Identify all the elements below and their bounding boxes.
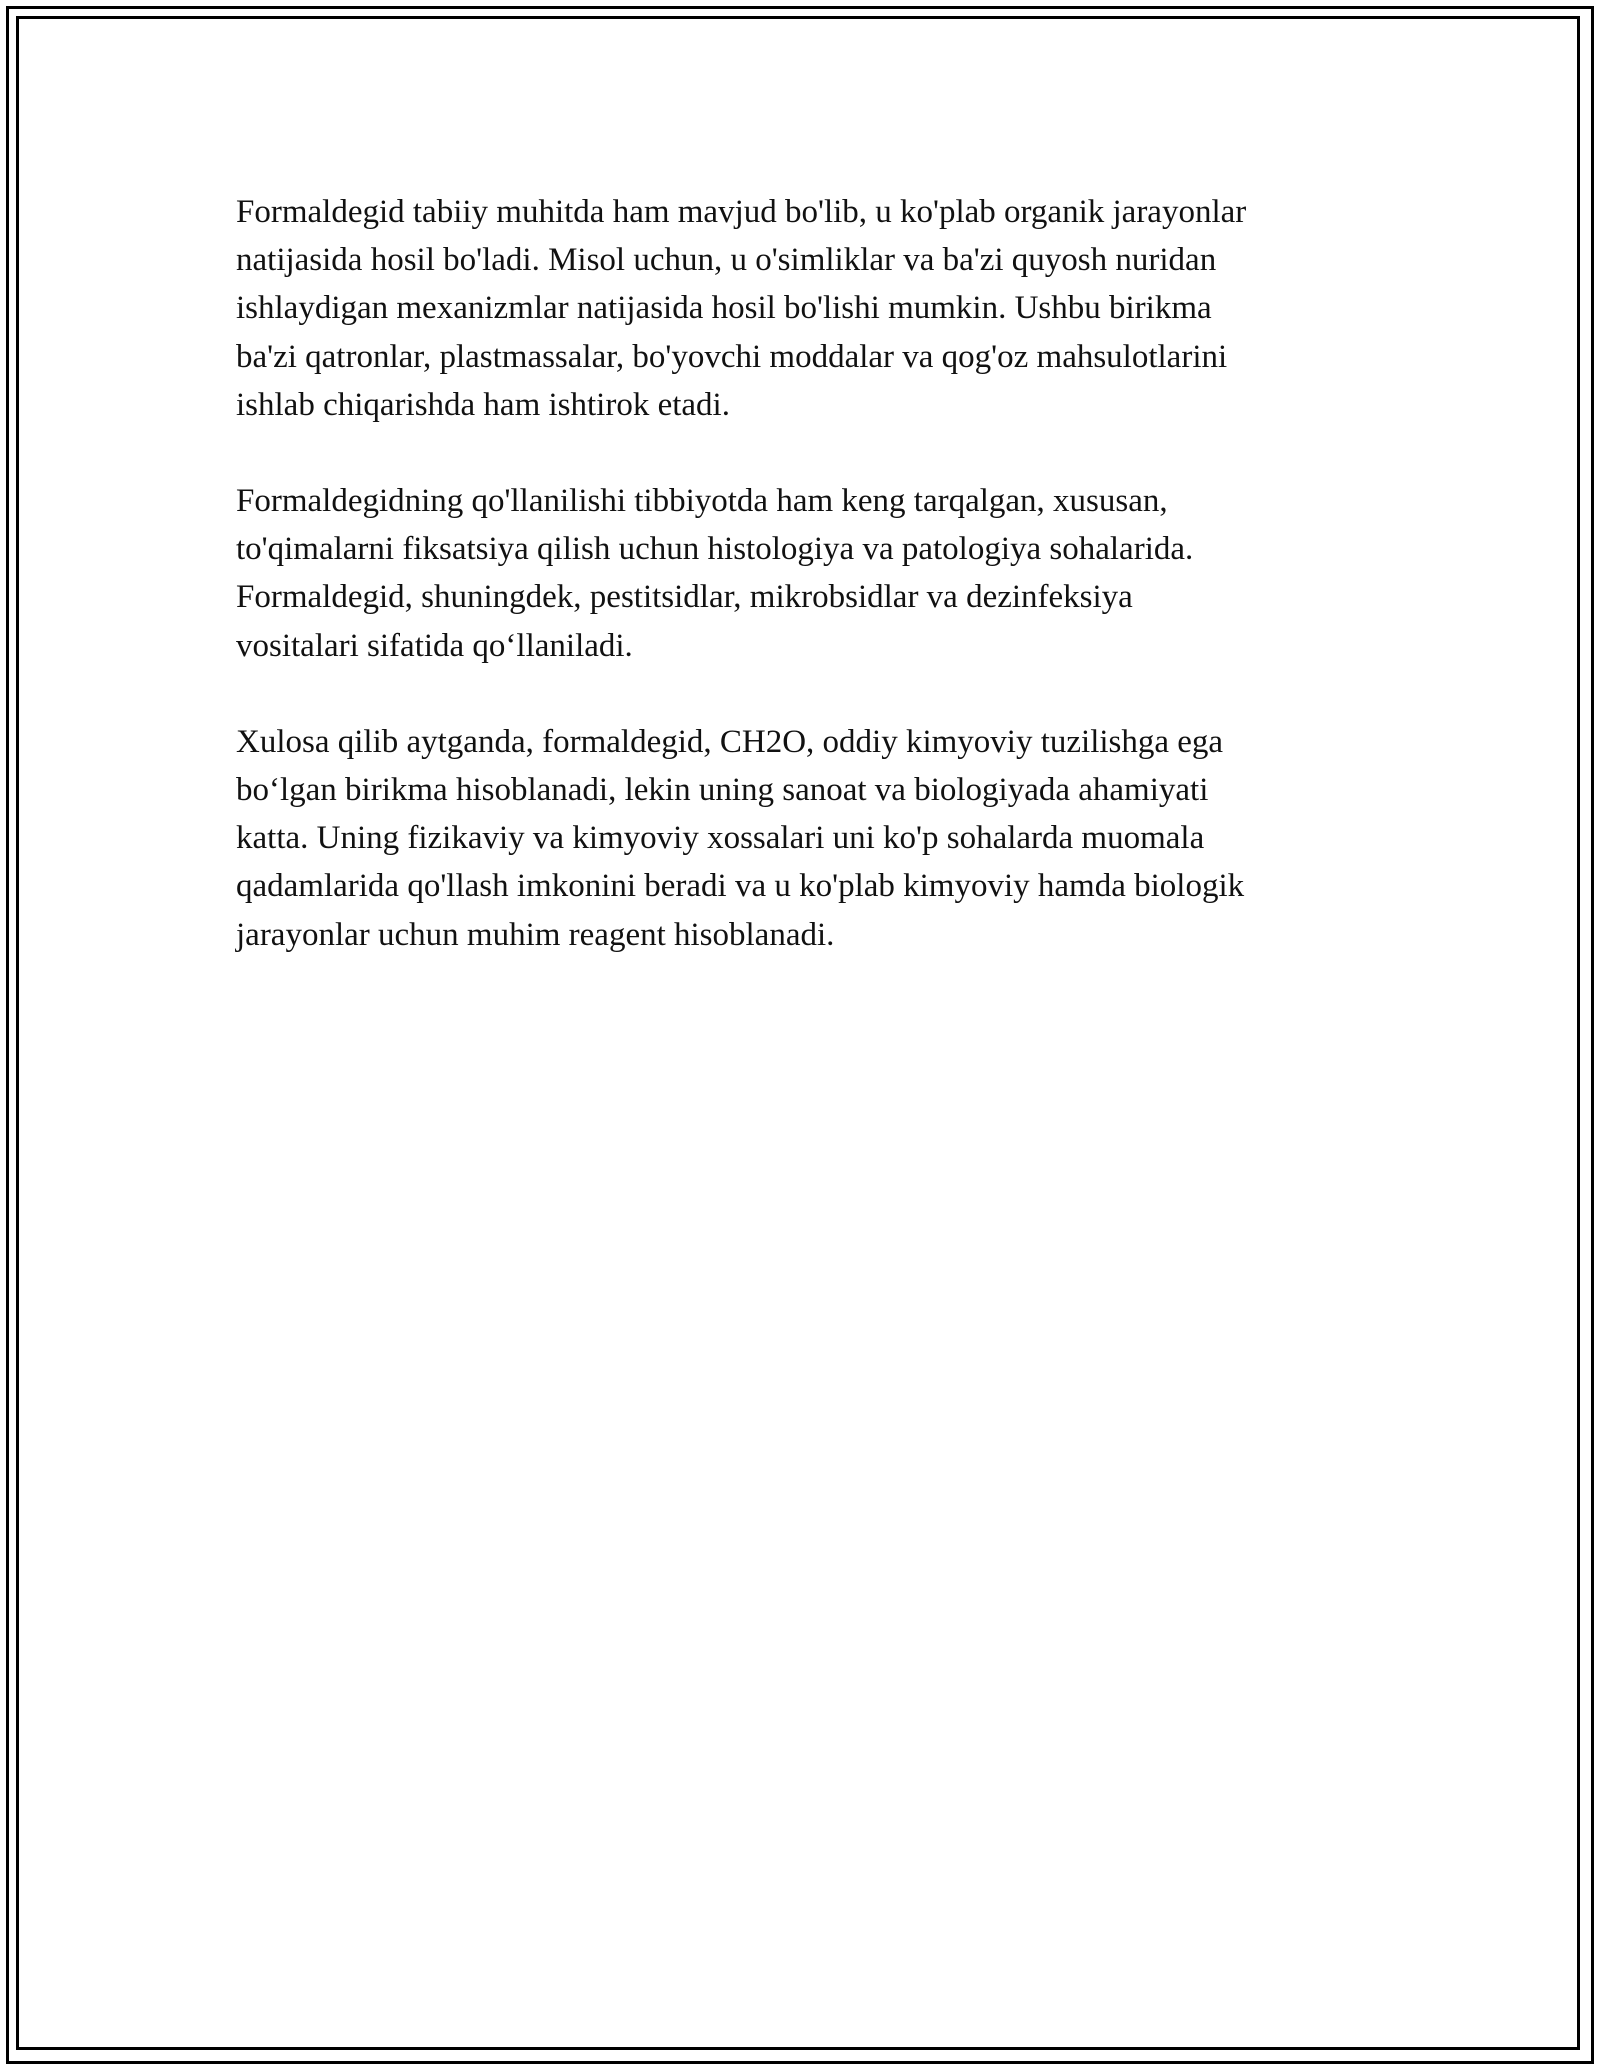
- paragraph-2: [236, 477, 1376, 670]
- paragraph-line: natijasida hosil bo'ladi. Misol uchun, u o'simliklar va ba'zi quyosh nuridan: [236, 242, 1217, 279]
- paragraph-3: [236, 718, 1376, 959]
- paragraph-line: Formaldegid, shuningdek, pestitsidlar, mikrobsidlar va dezinfeksiya: [236, 579, 1133, 616]
- paragraph-line: bo‘lgan birikma hisoblanadi, lekin uning sanoat va biologiyada ahamiyati: [236, 772, 1209, 809]
- paragraph-line: qadamlarida qo'llash imkonini beradi va u ko'plab kimyoviy hamda biologik: [236, 868, 1245, 905]
- paragraph-line: katta. Uning fizikaviy va kimyoviy xossalari uni ko'p sohalarda muomala: [236, 820, 1205, 857]
- paragraph-line: to'qimalarni fiksatsiya qilish uchun histologiya va patologiya sohalarida.: [236, 531, 1194, 568]
- document-body: [236, 188, 1376, 1007]
- paragraph-line: vositalari sifatida qo‘llaniladi.: [236, 627, 633, 664]
- paragraph-1: [236, 188, 1376, 429]
- paragraph-line: Formaldegidning qo'llanilishi tibbiyotda ham keng tarqalgan, xususan,: [236, 483, 1168, 520]
- paragraph-line: jarayonlar uchun muhim reagent hisoblanadi.: [236, 916, 835, 953]
- paragraph-line: Formaldegid tabiiy muhitda ham mavjud bo'lib, u ko'plab organik jarayonlar: [236, 194, 1247, 230]
- paragraph-line: ishlab chiqarishda ham ishtirok etadi.: [236, 386, 730, 423]
- paragraph-line: ishlaydigan mexanizmlar natijasida hosil bo'lishi mumkin. Ushbu birikma: [236, 290, 1212, 327]
- paragraph-line: ba'zi qatronlar, plastmassalar, bo'yovchi moddalar va qog'oz mahsulotlarini: [236, 338, 1228, 375]
- paragraph-line: Xulosa qilib aytganda, formaldegid, CH2O, oddiy kimyoviy tuzilishga ega: [236, 723, 1224, 760]
